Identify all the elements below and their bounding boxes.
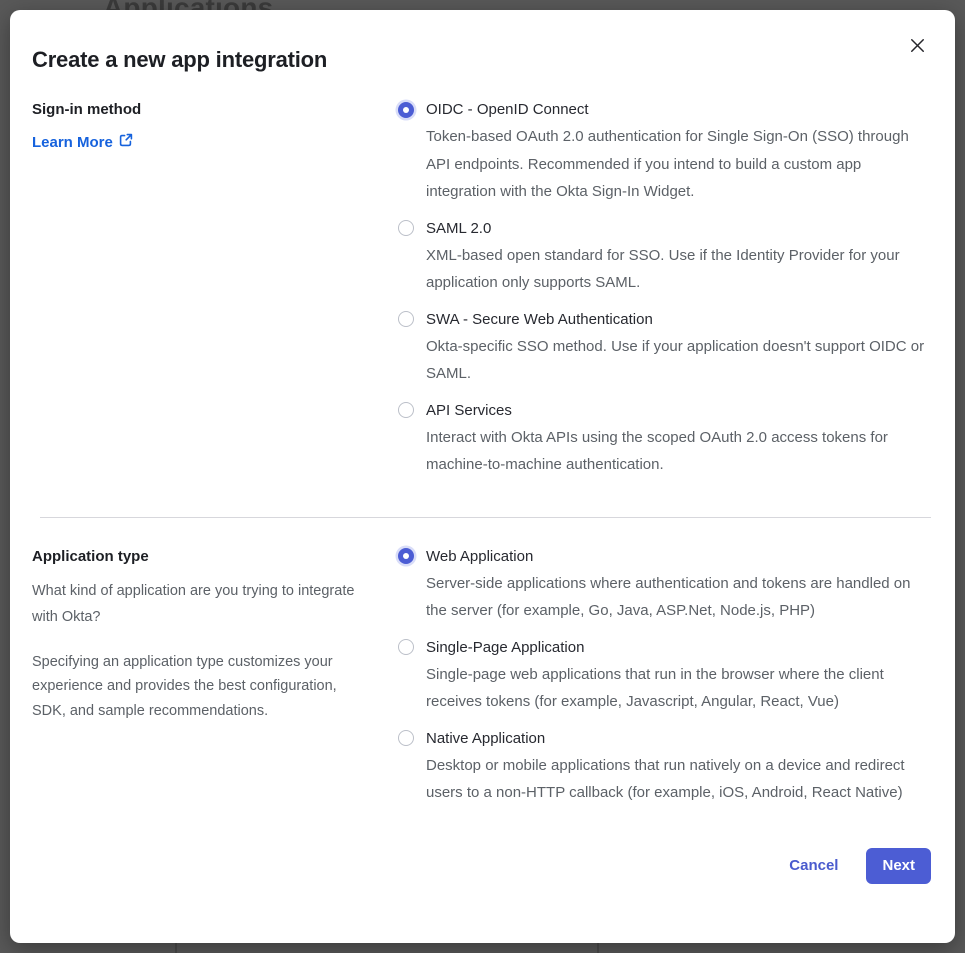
radio-web-application[interactable]	[398, 548, 414, 564]
option-oidc-label: OIDC - OpenID Connect	[426, 101, 589, 118]
option-swa-radio-row[interactable]	[398, 306, 931, 333]
radio-oidc[interactable]	[398, 102, 414, 118]
application-type-question: What kind of application are you trying to integrate with Okta?	[32, 582, 355, 625]
application-type-heading: Application type	[32, 547, 149, 565]
radio-single-page-application[interactable]	[398, 639, 414, 655]
option-saml	[398, 215, 931, 297]
option-web-application	[398, 543, 931, 625]
option-single-page-application	[398, 634, 931, 716]
option-api-services	[398, 397, 931, 479]
option-saml-label: SAML 2.0	[426, 219, 492, 237]
option-oidc-radio-row[interactable]	[398, 96, 931, 123]
option-single-page-application-radio-row[interactable]	[398, 634, 931, 661]
radio-saml[interactable]	[398, 220, 414, 236]
application-type-section	[32, 543, 931, 816]
sign-in-method-heading: Sign-in method	[32, 101, 142, 118]
option-api-services-label: API Services	[426, 401, 512, 419]
modal-title: Create a new app integration	[32, 47, 328, 72]
option-oidc	[398, 96, 931, 206]
option-single-page-application-label: Single-Page Application	[426, 638, 585, 656]
radio-swa[interactable]	[398, 311, 414, 327]
close-icon	[909, 37, 926, 59]
option-saml-description: XML-based open standard for SSO. Use if the Identity Provider for your application only supports SAML.	[426, 246, 900, 291]
option-oidc-description: Token-based OAuth 2.0 authentication for Single Sign-On (SSO) through API endpoints. Recommended if you intend to build a custom app integration with the Okta Sign-In Widget.	[426, 128, 909, 200]
create-app-integration-modal	[10, 10, 955, 943]
option-native-application-label: Native Application	[426, 729, 546, 747]
option-swa-description: Okta-specific SSO method. Use if your application doesn't support OIDC or SAML.	[426, 337, 925, 382]
cancel-button[interactable]: Cancel	[789, 857, 839, 874]
sign-in-method-section	[32, 96, 931, 488]
external-link-icon	[119, 133, 133, 151]
next-button[interactable]: Next	[866, 848, 931, 884]
section-divider	[40, 517, 931, 518]
application-type-explainer: Specifying an application type customizes your experience and provides the best configuration, SDK, and sample recommendations.	[32, 653, 337, 719]
option-api-services-radio-row[interactable]	[398, 397, 931, 424]
option-swa	[398, 306, 931, 388]
radio-api-services[interactable]	[398, 402, 414, 418]
option-swa-label: SWA - Secure Web Authentication	[426, 310, 653, 328]
option-single-page-application-description: Single-page web applications that run in the browser where the client receives tokens (for example, Javascript, Angular, React, Vue)	[426, 665, 884, 710]
learn-more-label: Learn More	[32, 133, 113, 151]
option-api-services-description: Interact with Okta APIs using the scoped OAuth 2.0 access tokens for machine-to-machine authentication.	[426, 428, 888, 473]
radio-native-application[interactable]	[398, 730, 414, 746]
option-web-application-label: Web Application	[426, 547, 534, 565]
option-native-application	[398, 725, 931, 807]
modal-footer	[32, 848, 931, 884]
learn-more-link[interactable]	[32, 133, 133, 151]
option-native-application-radio-row[interactable]	[398, 725, 931, 752]
close-button[interactable]	[907, 38, 927, 58]
option-saml-radio-row[interactable]	[398, 215, 931, 242]
option-native-application-description: Desktop or mobile applications that run natively on a device and redirect users to a non-HTTP callback (for example, iOS, Android, React Native)	[426, 756, 905, 801]
option-web-application-description: Server-side applications where authentication and tokens are handled on the server (for example, Go, Java, ASP.Net, Node.js, PHP)	[426, 574, 911, 619]
option-web-application-radio-row[interactable]	[398, 543, 931, 570]
